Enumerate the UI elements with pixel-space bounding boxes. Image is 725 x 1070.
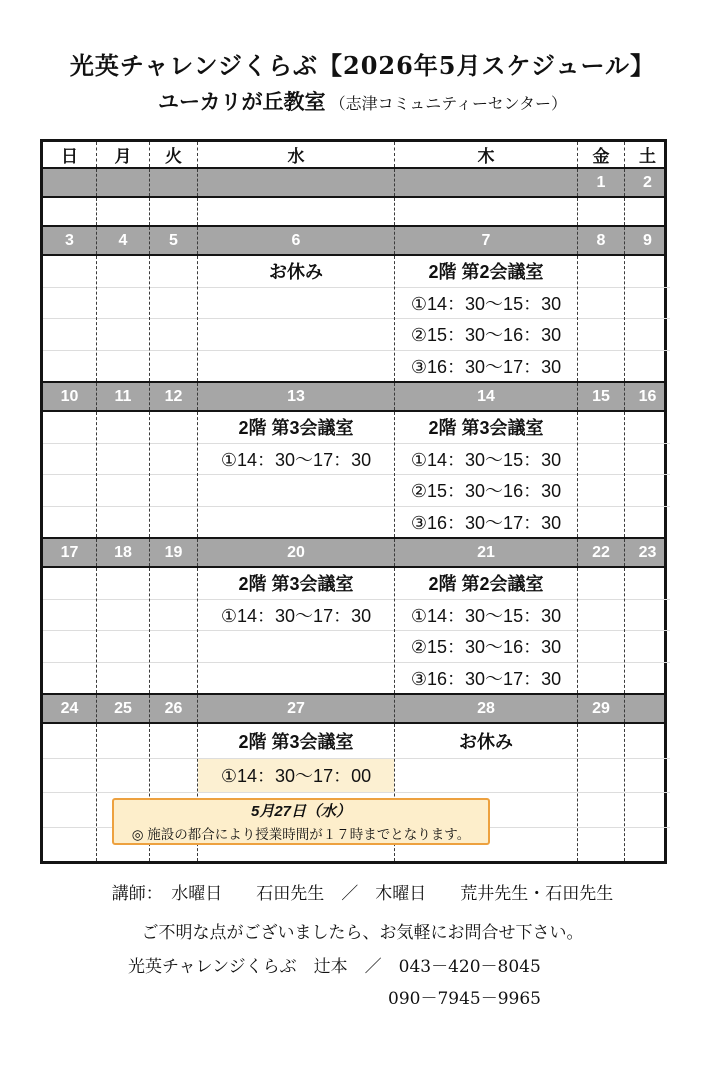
day-header-cell: 日 [43, 142, 97, 167]
schedule-line [43, 724, 96, 759]
date-cell: 23 [638, 543, 657, 561]
schedule-line [198, 631, 394, 663]
schedule-cell [395, 198, 578, 225]
date-cell: 20 [198, 539, 395, 566]
date-cell: 24 [43, 695, 97, 722]
date-cell: 13 [198, 383, 395, 410]
footer [0, 879, 725, 1009]
schedule-line [578, 319, 624, 351]
schedule-cell [625, 724, 670, 861]
schedule-line [625, 256, 670, 288]
schedule-line [97, 507, 149, 538]
schedule-line [150, 319, 197, 351]
schedule-line [578, 288, 624, 320]
schedule-line: 2階 第3会議室 [198, 412, 394, 444]
schedule-line [625, 600, 670, 632]
schedule-line [97, 351, 149, 382]
schedule-cell [578, 198, 625, 225]
date-cell: 15 [578, 383, 625, 410]
schedule-line [578, 568, 624, 600]
schedule-line [625, 198, 670, 225]
schedule-line [43, 568, 96, 600]
schedule-line: ①14：30～17：30 [198, 444, 394, 476]
schedule-cell [43, 724, 97, 861]
schedule-cell [395, 256, 578, 381]
date-row [43, 695, 664, 724]
schedule-line: ①14：30～15：30 [395, 444, 577, 476]
date-cell [198, 169, 395, 196]
date-cell: 16 [638, 387, 657, 405]
schedule-cell [625, 198, 670, 225]
schedule-line [625, 631, 670, 663]
schedule-cell [43, 256, 97, 381]
date-cell: 12 [150, 383, 198, 410]
classroom-name: ユーカリが丘教室 [157, 89, 326, 114]
schedule-line [150, 198, 197, 225]
contact-note-line: ご不明な点がございましたら、お気軽にお問合せ下さい。 [141, 923, 584, 943]
schedule-line: ③16：30～17：30 [410, 356, 562, 377]
date-cell: 8 [578, 227, 625, 254]
date-row [43, 539, 664, 568]
schedule-line [43, 475, 96, 507]
content-row [43, 198, 664, 227]
date-row [43, 169, 664, 198]
date-cell [150, 169, 198, 196]
schedule-line: ③16：30～17：30 [410, 668, 562, 689]
schedule-line [150, 475, 197, 507]
date-cell [97, 169, 150, 196]
schedule-line: 2階 第3会議室 [198, 724, 394, 759]
schedule-line [578, 828, 624, 862]
schedule-line [578, 759, 624, 794]
schedule-line [578, 256, 624, 288]
schedule-line [150, 412, 197, 444]
schedule-cell [198, 568, 395, 693]
instructors-line: 講師： 水曜日 石田先生 ／ 木曜日 荒井先生・石田先生 [111, 884, 614, 904]
schedule-line [625, 475, 670, 507]
schedule-line [43, 444, 96, 476]
schedule-line [43, 288, 96, 320]
schedule-cell [97, 568, 150, 693]
schedule-line: 2階 第3会議室 [395, 412, 577, 444]
schedule-cell [97, 412, 150, 537]
date-cell: 26 [150, 695, 198, 722]
schedule-line [625, 412, 670, 444]
schedule-line [578, 724, 624, 759]
schedule-cell [97, 198, 150, 225]
schedule-line: ②15：30～16：30 [395, 631, 577, 663]
schedule-line [150, 288, 197, 320]
date-cell: 9 [643, 231, 652, 249]
schedule-cell [198, 256, 395, 381]
schedule-line [150, 600, 197, 632]
date-cell: 4 [97, 227, 150, 254]
content-row [43, 256, 664, 383]
schedule-line: お休み [395, 724, 577, 759]
schedule-cell [578, 724, 625, 861]
schedule-line: ①14：30～17：00 [198, 759, 394, 794]
schedule-line [43, 631, 96, 663]
schedule-cell [43, 568, 97, 693]
schedule-line: 2階 第2会議室 [395, 256, 577, 288]
schedule-cell [150, 568, 198, 693]
schedule-line [625, 288, 670, 320]
schedule-line [97, 759, 149, 794]
schedule-line [97, 412, 149, 444]
date-cell: 22 [578, 539, 625, 566]
schedule-line [395, 198, 577, 225]
schedule-line [578, 475, 624, 507]
day-header-cell: 火 [150, 142, 198, 167]
date-row [43, 383, 664, 412]
schedule-line [43, 198, 96, 225]
schedule-line: ①14：30～17：30 [198, 600, 394, 632]
schedule-cell [395, 568, 578, 693]
schedule-line [625, 568, 670, 600]
schedule-line [625, 828, 670, 862]
schedule-line [150, 256, 197, 288]
schedule-line [198, 288, 394, 320]
schedule-line [578, 444, 624, 476]
date-cell: 27 [198, 695, 395, 722]
date-cell: 17 [43, 539, 97, 566]
schedule-line [198, 475, 394, 507]
schedule-cell [43, 198, 97, 225]
schedule-line [97, 475, 149, 507]
date-cell: 28 [395, 695, 578, 722]
schedule-line [625, 724, 670, 759]
schedule-line [198, 351, 394, 382]
date-cell: 10 [43, 383, 97, 410]
schedule-cell [97, 256, 150, 381]
schedule-cell [198, 412, 395, 537]
schedule-line [578, 631, 624, 663]
schedule-line: ③16：30～17：30 [410, 512, 562, 533]
schedule-line [97, 288, 149, 320]
schedule-line [625, 793, 670, 828]
contact-phone2-line: 090－7945－9965 [388, 989, 541, 1009]
day-header-cell: 水 [198, 142, 395, 167]
schedule-line [43, 663, 96, 694]
page-title: 光英チャレンジくらぶ【2026年5月スケジュール】 [69, 51, 656, 80]
classroom-location-note: （志津コミュニティーセンター） [329, 94, 568, 113]
schedule-cell [578, 412, 625, 537]
date-cell [395, 169, 578, 196]
schedule-line [150, 351, 197, 382]
schedule-line [578, 507, 624, 538]
date-cell: 7 [395, 227, 578, 254]
schedule-line [97, 600, 149, 632]
schedule-line [625, 759, 670, 794]
schedule-line: お休み [198, 256, 394, 288]
date-cell: 19 [150, 539, 198, 566]
schedule-line [97, 568, 149, 600]
schedule-line [43, 507, 96, 538]
schedule-cell [150, 256, 198, 381]
schedule-line [578, 793, 624, 828]
schedule-line [97, 631, 149, 663]
schedule-line [625, 444, 670, 476]
schedule-line [150, 507, 197, 538]
schedule-cell [625, 568, 670, 693]
schedule-line [198, 319, 394, 351]
schedule-line [43, 600, 96, 632]
schedule-line [625, 663, 670, 694]
schedule-line [97, 319, 149, 351]
schedule-line [97, 663, 149, 694]
schedule-line [43, 256, 96, 288]
date-cell: 25 [97, 695, 150, 722]
date-cell: 29 [578, 695, 625, 722]
schedule-line: ②15：30～16：30 [395, 319, 577, 351]
schedule-line: 2階 第2会議室 [395, 568, 577, 600]
date-cell: 18 [97, 539, 150, 566]
schedule-line [43, 793, 96, 828]
schedule-line [395, 759, 577, 794]
schedule-line [198, 663, 394, 694]
content-row [43, 568, 664, 695]
schedule-line [97, 724, 149, 759]
schedule-line [625, 507, 670, 538]
schedule-cell [625, 256, 670, 381]
schedule-line: ①14：30～15：30 [395, 288, 577, 320]
schedule-line [43, 828, 96, 862]
schedule-cell [43, 412, 97, 537]
schedule-cell [625, 412, 670, 537]
date-cell: 1 [578, 169, 625, 196]
contact-phone-line: 光英チャレンジくらぶ 辻本 ／ 043－420－8045 [128, 957, 541, 977]
schedule-cell [150, 412, 198, 537]
schedule-line [150, 663, 197, 694]
date-cell [43, 169, 97, 196]
schedule-line [150, 724, 197, 759]
schedule-line [97, 198, 149, 225]
day-header-row [43, 142, 664, 169]
schedule-line [43, 412, 96, 444]
schedule-line [43, 351, 96, 382]
date-cell: 2 [643, 173, 652, 191]
content-row [43, 412, 664, 539]
facility-note-date: 5月27日（水） [250, 803, 352, 820]
schedule-line: ①14：30～15：30 [395, 600, 577, 632]
date-cell: 6 [198, 227, 395, 254]
schedule-cell [150, 198, 198, 225]
date-row [43, 227, 664, 256]
schedule-line [578, 412, 624, 444]
schedule-calendar-table [40, 139, 667, 864]
schedule-line [578, 663, 624, 694]
schedule-line [150, 759, 197, 794]
schedule-line [578, 351, 624, 382]
facility-note-box [112, 798, 490, 845]
date-cell [625, 695, 670, 722]
date-cell: 11 [97, 383, 150, 410]
date-cell: 14 [395, 383, 578, 410]
date-cell: 3 [43, 227, 97, 254]
schedule-line [198, 507, 394, 538]
date-cell: 5 [150, 227, 198, 254]
schedule-line [43, 319, 96, 351]
schedule-line [150, 631, 197, 663]
date-cell: 21 [395, 539, 578, 566]
facility-note-text: ◎ 施設の都合により授業時間が１７時までとなります。 [131, 827, 471, 842]
schedule-line [625, 351, 670, 382]
day-header-cell: 木 [395, 142, 578, 167]
schedule-line [198, 198, 394, 225]
schedule-cell [578, 568, 625, 693]
schedule-line [150, 444, 197, 476]
schedule-cell [198, 198, 395, 225]
schedule-line [150, 568, 197, 600]
schedule-cell [578, 256, 625, 381]
schedule-line [97, 256, 149, 288]
schedule-cell [395, 412, 578, 537]
schedule-line: ②15：30～16：30 [395, 475, 577, 507]
page-subtitle [0, 86, 725, 116]
schedule-line [43, 759, 96, 794]
day-header-cell: 土 [639, 147, 656, 166]
schedule-line [97, 444, 149, 476]
day-header-cell: 金 [578, 142, 625, 167]
day-header-cell: 月 [97, 142, 150, 167]
schedule-line [578, 198, 624, 225]
schedule-line [625, 319, 670, 351]
schedule-line: 2階 第3会議室 [198, 568, 394, 600]
schedule-line [578, 600, 624, 632]
